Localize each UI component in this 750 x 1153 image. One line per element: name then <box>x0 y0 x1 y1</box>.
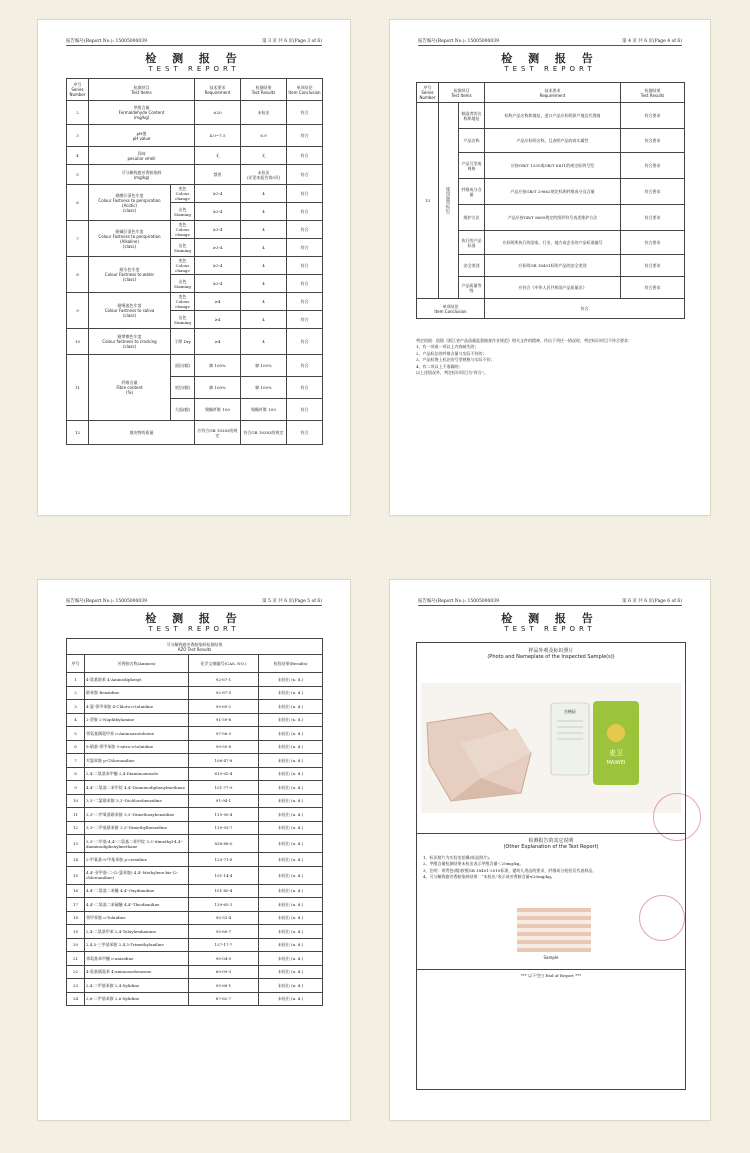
page-header <box>66 598 322 606</box>
table-row: 大面(帽) 聚酯纤维 100 聚酯纤维 100 符合 <box>67 399 323 421</box>
report-page-5 <box>38 580 350 1120</box>
title-en: TEST REPORT <box>148 65 240 73</box>
table-row: 13 使用说明(标识) 制造者的名称和地址 标称产品名称和地址，进口产品应标明原产地及代理商 符合要求 <box>417 103 685 129</box>
table-row: 5 邻氨基偶氮甲苯 o-Aminoazotoluene 97-56-3 未检出 (n. d.) <box>67 727 323 741</box>
end-of-report: *** 以下空白 End of Report *** <box>520 973 582 978</box>
table-row: 11 纤维含量 Fibre content (%) 面层(帽) 棉 100% 棉 100% 符合 <box>67 355 323 377</box>
table-row: 执行的产品标准 应标明所执行的国家、行业、地方或企业的产品标准编号 符合要求 <box>417 231 685 255</box>
table-row: 7 对氯苯胺 p-Chloroaniline 106-47-8 未检出 (n. d.) <box>67 754 323 768</box>
table-row: 安全类别 应标明GB 18401标明产品的安全类别 符合要求 <box>417 255 685 277</box>
judgement-notes: 判定依据：依据《浙江省产品质量监督抽查作业规范》相关文件的精神，作出下列任一情况时，判定标识项目不符合要求： 1、有一项或一项以上内容缺失的； 2、产品标注的纤维含量与实际不符的； 3、产品标签上标注的号型规格与实际不符； 4、有二项以上不准确的； 以上述情况外，判定标识项目为"符合"。 <box>416 338 632 375</box>
table-row: 12 填充物的质量 应符合GB 18383的规定 符合GB 18383的规定 符合 <box>67 421 323 445</box>
table-row: 4 2-萘胺 2-Naphthylamine 91-59-8 未检出 (n. d.) <box>67 713 323 727</box>
table-row: 沾色 Staining ≥4 4 符合 <box>67 311 323 329</box>
table-row: 产品质量等级 应符合《中华人民共和国产品质量法》 符合要求 <box>417 277 685 299</box>
page-label: 第 3 页 共 6 页(Page 3 of 6) <box>262 39 322 44</box>
title-cn: 检 测 报 告 <box>145 612 243 625</box>
hangtag-brand: 麦卫 <box>609 749 623 757</box>
report-number: 报告编号(Report No.): 15005000039 <box>418 39 499 44</box>
table-row: 维护方法 产品应按GB/T 8685规定的图形符号表述维护方法 符合要求 <box>417 205 685 231</box>
title-cn: 检 测 报 告 <box>501 52 599 65</box>
table-row: 3 4-氯-邻甲苯胺 4-Chloro-o-toluidine 95-69-2 未检出 (n. d.) <box>67 700 323 714</box>
page-header <box>418 38 682 46</box>
cert-title: 合格证 <box>564 709 576 714</box>
table-row: 2 甲醛含量 Formaldehyde Content (mg/kg) ≤20 未检出 符合 <box>67 101 323 125</box>
title-en: TEST REPORT <box>148 625 240 633</box>
table-row: 1 4-氨基联苯 4-Aminodiphenyl 92-67-1 未检出 (n. d.) <box>67 673 323 687</box>
table-row: 24 2,6-二甲基苯胺 2,6-Xylidine 87-62-7 未检出 (n. d.) <box>67 992 323 1006</box>
hangtag-brand-en: MAIWEI <box>606 760 626 766</box>
table-header-row: 序号 Series Number 检测项目 Test Items 技术要求 Requirement 检测结果 Test Results <box>417 83 685 103</box>
sample-label: Sample <box>543 955 559 960</box>
table-row: 沾色 Staining ≥3-4 4 符合 <box>67 275 323 293</box>
report-number: 报告编号(Report No.): 15005000039 <box>418 599 499 604</box>
sample-photo <box>421 683 681 813</box>
page-label: 第 6 页 共 6 页(Page 6 of 6) <box>622 599 682 604</box>
table-row: 12 3,3'-二甲基联苯胺 3,3'-Dimethylbenzidine 119-93-7 未检出 (n. d.) <box>67 821 323 835</box>
table-row: 14 2-甲氧基-5-甲基苯胺 p-cresidine 120-71-8 未检出 (n. d.) <box>67 853 323 867</box>
fabric-sample <box>517 908 591 952</box>
title-cn: 检 测 报 告 <box>145 52 243 65</box>
conclusion-row: 单项结论 Item Conclusion 符合 <box>417 299 685 319</box>
table-row: 9 4,4'-二氨基二苯甲烷 4,4'-Diaminodiphenylmethane 101-77-9 未检出 (n. d.) <box>67 781 323 795</box>
label-requirements-table <box>416 82 685 319</box>
table-row: 16 4,4'-二氨基二苯醚 4,4'-Oxydianiline 101-80-4 未检出 (n. d.) <box>67 884 323 898</box>
table-row: 7 耐碱汗渍色牢度 Colour Fastness to perspiration (Alkaline) (class) 变色 Colour change ≥3-4 4 符合 <box>67 221 323 239</box>
page-header <box>418 598 682 606</box>
report-page-4 <box>390 20 710 515</box>
table-row: 沾色 Staining ≥3-4 4 符合 <box>67 203 323 221</box>
table-row: 5 可分解致癌芳香胺染料 (mg/kg) 禁用 未检出 (详见本报告第5页) 符合 <box>67 165 323 185</box>
table-row: 8 耐水色牢度 Colour Fastness to water (class) 变色 Colour change ≥3-4 4 符合 <box>67 257 323 275</box>
table-row: 3 pH值 pH value 4.0~7.5 6.9 符合 <box>67 125 323 147</box>
azo-results-table <box>66 638 323 1006</box>
table-header-row: 序号 芳香胺名称(Amines) 化学文摘编号(CAS. NO.) 检验结果(Results) <box>67 655 323 673</box>
table-row: 10 3,3'-二氯联苯胺 3,3'-Dichlorobenzidine 91-94-1 未检出 (n. d.) <box>67 794 323 808</box>
report-number: 报告编号(Report No.): 15005000039 <box>66 39 147 44</box>
table-row: 产品号型或规格 应按GB/T 1335或GB/T 6411的规定标明号型 符合要求 <box>417 153 685 179</box>
table-row: 20 2,4,5-三甲基苯胺 2,4,5-Trimethylaniline 137-17-7 未检出 (n. d.) <box>67 938 323 952</box>
table-row: 13 3,3'-二甲基-4,4'-二氨基二苯甲烷 3,3'-dimethyl-4,4'-diaminodiphenylmethane 838-88-0 未检出 (n. d.) <box>67 835 323 853</box>
table-header-row: 序号 Series Number 检测项目 Test Items 技术要求 Requirement 检测结果 Test Results 单项结论 Item Conclusion <box>67 79 323 101</box>
explain-title: 检测报告的其它说明 (Other Explanation of the Test Report) <box>503 838 599 850</box>
table-row: 23 2,4-二甲基苯胺 2,4-Xylidine 95-68-1 未检出 (n. d.) <box>67 979 323 993</box>
red-seal <box>639 895 685 941</box>
table-row: 18 邻甲苯胺 o-Toluidine 95-53-4 未检出 (n. d.) <box>67 911 323 925</box>
explain-notes: 1、标识照片为实验室拍摄(样品照片)。 2、甲醛含量检测结果未检出表示甲醛含量＜20mg/kg。 3、注明：带背包(帽)按照GB 18401-2010标准，婴幼儿用品的要求，纤维成分检验仅代表样品。 4、可分解致癌芳香胺染料结果：“未检出”表示该芳香胺含量≤20mg/kg。 <box>423 855 597 880</box>
table-row: 6 耐酸汗渍色牢度 Colour Fastness to perspiration (Acidic) (class) 变色 Colour change ≥3-4 4 符合 <box>67 185 323 203</box>
table-row: 6 5-硝基-邻甲苯胺 5-nitro-o-toluidine 99-55-8 未检出 (n. d.) <box>67 740 323 754</box>
report-number: 报告编号(Report No.): 15005000039 <box>66 599 147 604</box>
table-row: 底层(帽) 棉 100% 棉 100% 符合 <box>67 377 323 399</box>
table-row: 纤维成分含量 产品应按GB/T 29862规定标明纤维成分及含量 符合要求 <box>417 179 685 205</box>
page-label: 第 4 页 共 6 页(Page 4 of 6) <box>622 39 682 44</box>
photo-title: 样品外观及标识照片 (Photo and Nameplate of the Inspected Sample(s)) <box>487 648 615 660</box>
page-header <box>66 38 322 46</box>
photo-frame <box>416 642 686 1090</box>
title-en: TEST REPORT <box>504 65 596 73</box>
test-results-table <box>66 78 323 445</box>
table-row: 19 2,4-二氨基甲苯 2,4-Toluylendiamine 95-80-7 未检出 (n. d.) <box>67 925 323 939</box>
table-row: 2 联苯胺 Benzidine 92-87-5 未检出 (n. d.) <box>67 686 323 700</box>
title-en: TEST REPORT <box>504 625 596 633</box>
table-row: 4 异味 peculiar smell 无 无 符合 <box>67 147 323 165</box>
table-row: 15 4,4'-亚甲基-二-(2-氯苯胺) 4,4'-Methylene-bis-(2-chloroaniline) 101-14-4 未检出 (n. d.) <box>67 866 323 884</box>
table-row: 11 3,3'-二甲氧基联苯胺 3,3'-Dimethoxybenzidine 119-90-4 未检出 (n. d.) <box>67 808 323 822</box>
page-label: 第 5 页 共 6 页(Page 5 of 6) <box>262 599 322 604</box>
table-row: 22 4-氨基偶氮苯 4-aminoazobenzene 60-09-3 未检出 (n. d.) <box>67 965 323 979</box>
table-row: 10 耐摩擦色牢度 Colour fastness to crocking (class) 干摩 Dry ≥4 4 符合 <box>67 329 323 355</box>
table-subtitle-row: 可分解致癌芳香胺染料检测结果 AZO Test Results <box>67 639 323 655</box>
report-page-6 <box>390 580 710 1120</box>
table-row: 9 耐唾液色牢度 Colour Fastness to saliva (class) 变色 Colour change ≥4 4 符合 <box>67 293 323 311</box>
table-row: 8 2,4-二氨基苯甲醚 2,4-Diaminoanisole 615-05-4 未检出 (n. d.) <box>67 767 323 781</box>
title-cn: 检 测 报 告 <box>501 612 599 625</box>
table-row: 沾色 Staining ≥3-4 4 符合 <box>67 239 323 257</box>
table-row: 21 邻氨基苯甲醚 o-anisidine 90-04-0 未检出 (n. d.) <box>67 952 323 966</box>
report-page-3 <box>38 20 350 515</box>
table-row: 17 4,4'-二氨基二苯硫醚 4,4'-Thiodianiline 139-65-1 未检出 (n. d.) <box>67 898 323 912</box>
table-row: 产品名称 产品应标明名称，且表明产品的真实属性 符合要求 <box>417 129 685 153</box>
